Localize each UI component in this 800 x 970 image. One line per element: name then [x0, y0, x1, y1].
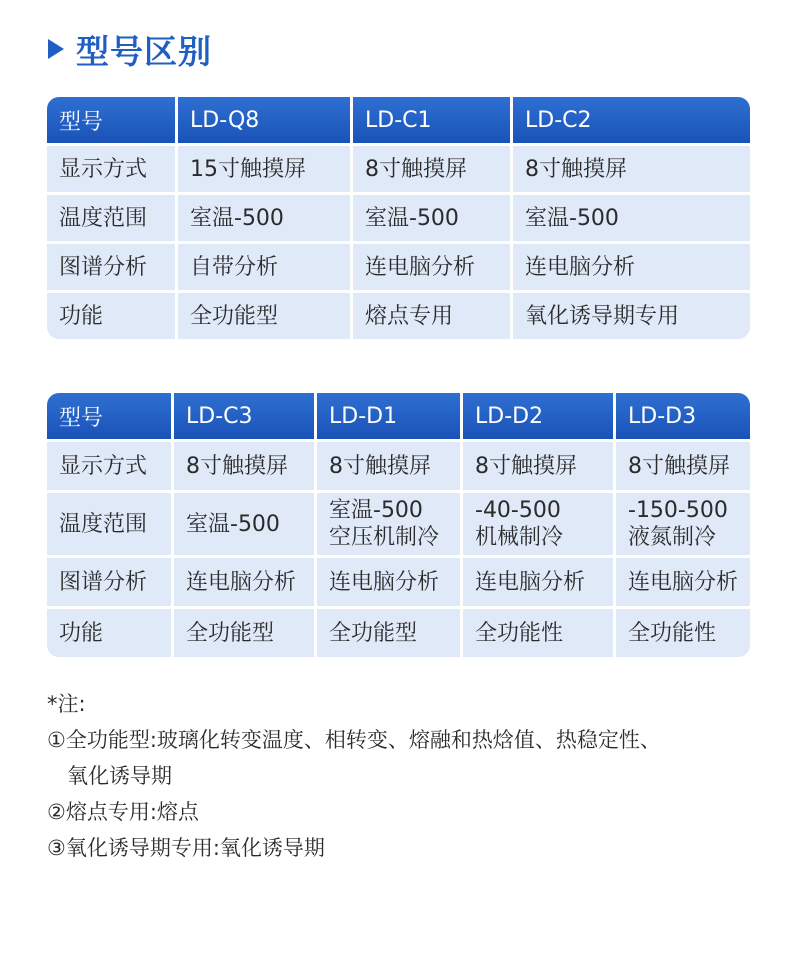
table-cell: 室温-500 [178, 195, 350, 241]
header-cell: LD-D1 [317, 393, 460, 439]
row-label: 温度范围 [47, 493, 171, 555]
table-row [47, 146, 750, 192]
table-cell: 连电脑分析 [463, 558, 613, 606]
table-cell: -150-500 液氮制冷 [616, 493, 750, 555]
table-cell: 全功能性 [463, 609, 613, 657]
table-cell: 全功能性 [616, 609, 750, 657]
table-cell: 熔点专用 [353, 293, 510, 339]
table-cell: 8寸触摸屏 [513, 146, 750, 192]
row-label: 显示方式 [47, 146, 175, 192]
row-label: 温度范围 [47, 195, 175, 241]
header-cell: 型号 [47, 393, 171, 439]
table-cell: 全功能型 [178, 293, 350, 339]
table-cell: 全功能型 [317, 609, 460, 657]
table-cell: 8寸触摸屏 [174, 442, 314, 490]
header-cell: LD-C2 [513, 97, 750, 143]
table-row [47, 195, 750, 241]
notes-block [47, 686, 661, 866]
table-cell: 室温-500 空压机制冷 [317, 493, 460, 555]
table-row [47, 293, 750, 339]
header-cell: LD-C3 [174, 393, 314, 439]
table-cell: 自带分析 [178, 244, 350, 290]
table-cell: 8寸触摸屏 [317, 442, 460, 490]
header-cell: LD-Q8 [178, 97, 350, 143]
table-cell: 8寸触摸屏 [353, 146, 510, 192]
table-cell: 8寸触摸屏 [616, 442, 750, 490]
table-cell: 连电脑分析 [353, 244, 510, 290]
table-cell: 全功能型 [174, 609, 314, 657]
table-row [47, 442, 750, 490]
table-cell: 连电脑分析 [513, 244, 750, 290]
table-cell: 室温-500 [353, 195, 510, 241]
table-header-row [47, 97, 750, 143]
table-cell: 氧化诱导期专用 [513, 293, 750, 339]
table-header-row [47, 393, 750, 439]
table-cell: 8寸触摸屏 [463, 442, 613, 490]
table-cell: 连电脑分析 [317, 558, 460, 606]
note-line: ③氧化诱导期专用:氧化诱导期 [47, 836, 325, 860]
table-row [47, 493, 750, 555]
triangle-icon [48, 39, 64, 59]
header-cell: 型号 [47, 97, 175, 143]
model-table-2 [47, 393, 750, 657]
table-row [47, 244, 750, 290]
row-label: 功能 [47, 609, 171, 657]
header-cell: LD-D2 [463, 393, 613, 439]
note-line: ②熔点专用:熔点 [47, 800, 199, 824]
note-line: ①全功能型:玻璃化转变温度、相转变、熔融和热焓值、热稳定性、 [47, 728, 661, 752]
table-cell: 连电脑分析 [174, 558, 314, 606]
header-cell: LD-C1 [353, 97, 510, 143]
section-title: 型号区别 [76, 31, 212, 71]
table-row [47, 609, 750, 657]
table-cell: -40-500 机械制冷 [463, 493, 613, 555]
table-cell: 室温-500 [513, 195, 750, 241]
row-label: 功能 [47, 293, 175, 339]
notes-heading: *注: [47, 692, 86, 716]
note-line: 氧化诱导期 [67, 764, 172, 788]
header-cell: LD-D3 [616, 393, 750, 439]
row-label: 图谱分析 [47, 558, 171, 606]
table-row [47, 558, 750, 606]
row-label: 显示方式 [47, 442, 171, 490]
model-table-1 [47, 97, 750, 339]
row-label: 图谱分析 [47, 244, 175, 290]
table-cell: 连电脑分析 [616, 558, 750, 606]
table-cell: 15寸触摸屏 [178, 146, 350, 192]
section-header [48, 24, 212, 74]
table-cell: 室温-500 [174, 493, 314, 555]
